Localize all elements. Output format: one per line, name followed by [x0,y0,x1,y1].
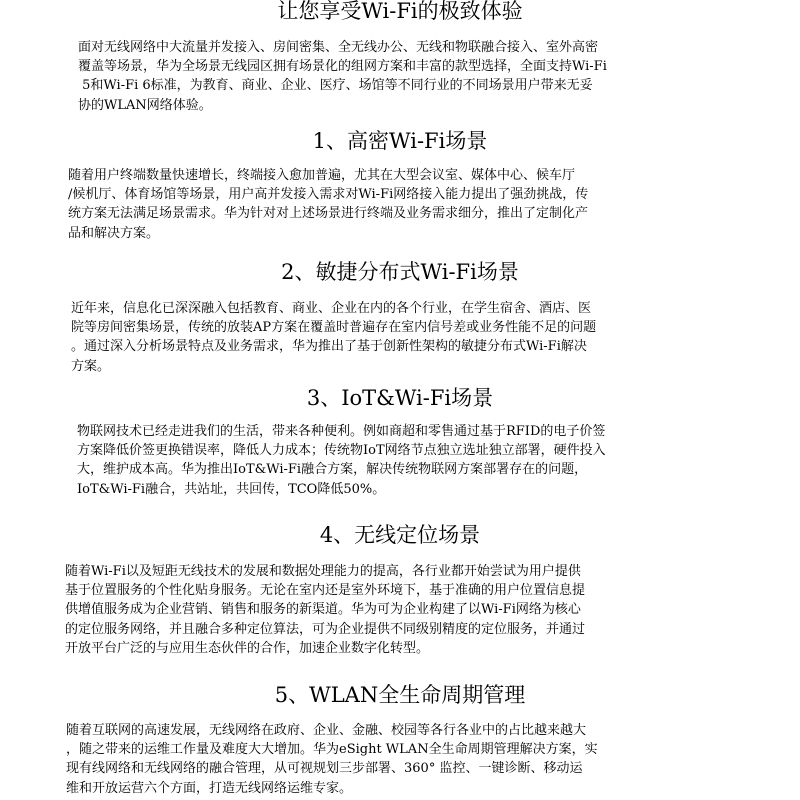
section-body-wlan-lifecycle: 随着互联网的高速发展，无线网络在政府、企业、金融、校园等各行各业中的占比越来越大 ，随之带来的运维工作量及难度大大增加。华为eSight WLAN全生命周期管理解决方案，实 现有线网络和无线网络的融合管理，从可视规划三步部署、360° 监控、一键诊断、移动运 维和开放运营六个方面，打造无线网络运维专家。 [66,723,598,796]
section-body-iot-wifi: 物联网技术已经走进我们的生活，带来各种便利。例如商超和零售通过基于RFID的电子价签 方案降低价签更换错误率，降低人力成本；传统物IoT网络节点独立选址独立部署，硬件投入 大，维护成本高。华为推出IoT&Wi-Fi融合方案，解决传统物联网方案部署存在的问题， IoT&Wi-Fi融合，共站址，共回传，TCO降低50%。 [77,424,606,497]
section-heading-agile-distributed: 2、敏捷分布式Wi-Fi场景 [281,260,519,284]
intro-paragraph: 面对无线网络中大流量并发接入、房间密集、全无线办公、无线和物联融合接入、室外高密 覆盖等场景，华为全场景无线园区拥有场景化的组网方案和丰富的款型选择，全面支持Wi-Fi 5和Wi-Fi 6标准，为教育、商业、企业、医疗、场馆等不同行业的不同场景用户带来无妥 协的WLAN网络体验。 [78,40,607,113]
section-heading-wlan-lifecycle: 5、WLAN全生命周期管理 [274,683,526,707]
page-title: 让您享受Wi-Fi的极致体验 [277,0,523,23]
section-body-agile-distributed: 近年来，信息化已深深融入包括教育、商业、企业在内的各个行业，在学生宿舍、酒店、医 院等房间密集场景，传统的放装AP方案在覆盖时普遍存在室内信号差或业务性能不足的问题 。通过深入分析场景特点及业务需求，华为推出了基于创新性架构的敏捷分布式Wi-Fi解决 方案。 [71,301,597,374]
section-heading-iot-wifi: 3、IoT&Wi-Fi场景 [306,386,494,410]
section-heading-high-density: 1、高密Wi-Fi场景 [312,129,488,153]
section-body-wireless-positioning: 随着Wi-Fi以及短距无线技术的发展和数据处理能力的提高，各行业都开始尝试为用户提供 基于位置服务的个性化贴身服务。无论在室内还是室外环境下，基于准确的用户位置信息提 供增值服务成为企业营销、销售和服务的新渠道。华为可为企业构建了以Wi-Fi网络为核心 的定位服务网络，并且融合多种定位算法，可为企业提供不同级别精度的定位服务，并通过 开放平台广泛的与应用生态伙伴的合作，加速企业数字化转型。 [65,564,586,656]
section-heading-wireless-positioning: 4、无线定位场景 [319,523,481,547]
section-body-high-density: 随着用户终端数量快速增长，终端接入愈加普遍，尤其在大型会议室、媒体中心、候车厅 /候机厅、体育场馆等场景，用户高并发接入需求对Wi-Fi网络接入能力提出了强劲挑战，传 统方案无法满足场景需求。华为针对对上述场景进行终端及业务需求细分，推出了定制化产 品和解决方案。 [68,168,589,241]
